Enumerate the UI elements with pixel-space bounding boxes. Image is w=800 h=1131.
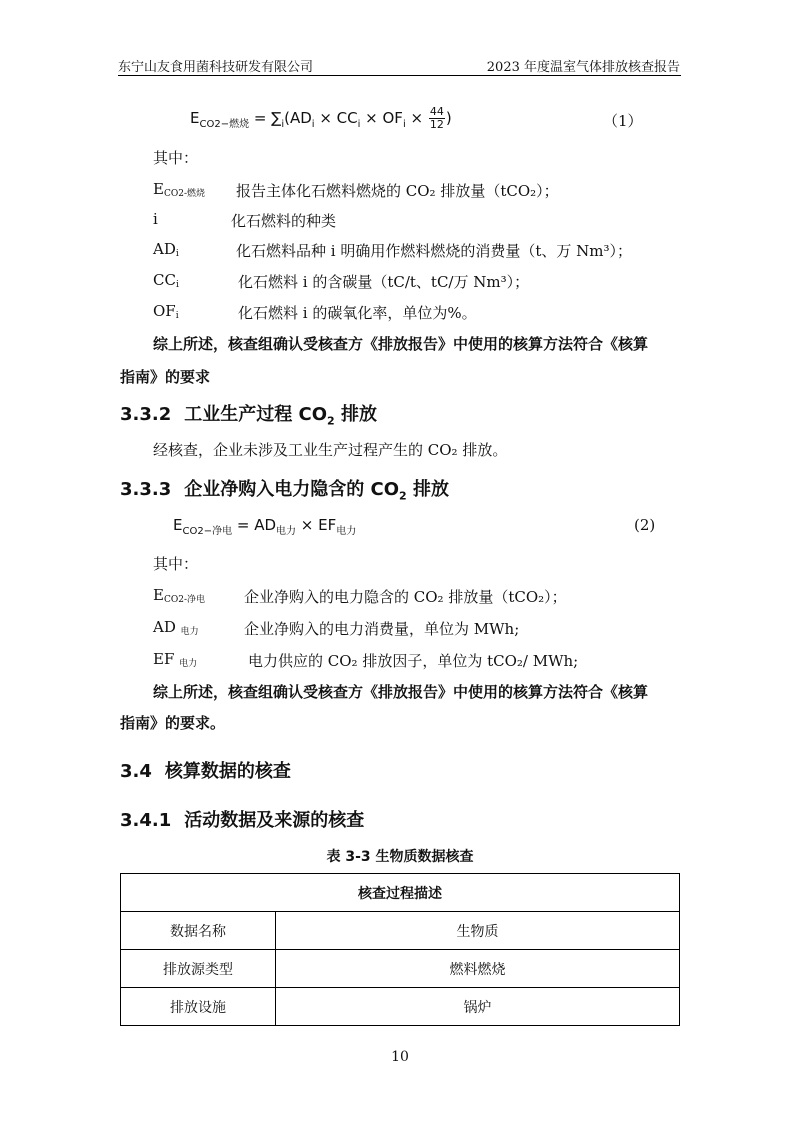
var-ad: $AD_i$ bbox=[153, 240, 179, 259]
var-of: $OF_i$ bbox=[153, 302, 179, 321]
section-3-3-2-heading: 3.3.2 工业生产过程 $CO_2$ 排放 bbox=[120, 404, 377, 428]
row-label: 排放设施 bbox=[121, 988, 276, 1026]
section-3-3-2-text: 经核查，企业未涉及工业生产过程产生的 CO₂ 排放。 bbox=[153, 441, 508, 459]
table-header-cell: 核查过程描述 bbox=[121, 874, 680, 912]
header-company: 东宁山友食用菌科技研发有限公司 bbox=[118, 60, 314, 75]
row-label: 排放源类型 bbox=[121, 950, 276, 988]
var-e-combustion: $E_{CO2-燃烧}$ bbox=[153, 180, 205, 199]
conclusion-2-line-1: 综上所述，核查组确认受核查方《排放报告》中使用的核算方法符合《核算 bbox=[153, 683, 649, 701]
formula-electricity: $E_{CO2-净电} = AD_{电力} \times EF_{电力}$ bbox=[173, 516, 357, 537]
row-value: 生物质 bbox=[276, 912, 680, 950]
table-row bbox=[121, 950, 680, 988]
fraction-44-12: $\frac{44}{12}$ bbox=[429, 105, 444, 131]
var-ad-electricity: AD $_{电力}$ bbox=[153, 618, 199, 637]
row-label: 数据名称 bbox=[121, 912, 276, 950]
row-value: 燃料燃烧 bbox=[276, 950, 680, 988]
table-row bbox=[121, 988, 680, 1026]
var-ad-desc: 化石燃料品种 i 明确用作燃料燃烧的消费量（t、万 Nm³）； bbox=[236, 242, 632, 260]
formula-number-2: (2) bbox=[634, 516, 656, 534]
var-i: i bbox=[153, 210, 158, 228]
var-cc-desc: 化石燃料 i 的含碳量（tC/t、tC/万 Nm³）； bbox=[238, 273, 530, 291]
var-cc: $CC_i$ bbox=[153, 271, 179, 290]
header-rule bbox=[118, 75, 681, 76]
var-e-electricity: $E_{CO2-净电}$ bbox=[153, 586, 205, 605]
conclusion-2-line-2: 指南》的要求。 bbox=[120, 714, 226, 732]
biomass-data-table bbox=[120, 873, 680, 1026]
var-ef-electricity: EF $_{电力}$ bbox=[153, 650, 198, 669]
var-ef-electricity-desc: 电力供应的 CO₂ 排放因子，单位为 tCO₂/ MWh; bbox=[248, 652, 579, 670]
formula-combustion: $E_{CO2-燃烧} = \sum_i(AD_i \times CC_i \times OF_i$ × $\frac{44}{12}$ ) bbox=[190, 105, 452, 131]
table-row bbox=[121, 912, 680, 950]
var-e-electricity-desc: 企业净购入的电力隐含的 CO₂ 排放量（tCO₂）； bbox=[244, 588, 567, 606]
section-3-4-heading: 3.4 核算数据的核查 bbox=[120, 761, 291, 782]
table-caption: 表 3-3 生物质数据核查 bbox=[326, 849, 474, 865]
var-i-desc: 化石燃料的种类 bbox=[231, 212, 337, 230]
var-ad-electricity-desc: 企业净购入的电力消费量，单位为 MWh; bbox=[244, 620, 520, 638]
page-number: 10 bbox=[391, 1049, 409, 1065]
section-3-4-1-heading: 3.4.1 活动数据及来源的核查 bbox=[120, 810, 365, 831]
where-label-1: 其中： bbox=[153, 149, 199, 167]
table-header-row bbox=[121, 874, 680, 912]
section-3-3-3-heading: 3.3.3 企业净购入电力隐含的 $CO_2$ 排放 bbox=[120, 479, 449, 503]
header-report-title: 2023 年度温室气体排放核查报告 bbox=[486, 60, 680, 75]
var-e-combustion-desc: 报告主体化石燃料燃烧的 CO₂ 排放量（tCO₂）； bbox=[236, 182, 559, 200]
formula-number-1: （1） bbox=[603, 112, 643, 130]
conclusion-1-line-1: 综上所述，核查组确认受核查方《排放报告》中使用的核算方法符合《核算 bbox=[153, 335, 649, 353]
conclusion-1-line-2: 指南》的要求 bbox=[120, 368, 211, 386]
where-label-2: 其中： bbox=[153, 555, 199, 573]
row-value: 锅炉 bbox=[276, 988, 680, 1026]
var-of-desc: 化石燃料 i 的碳氧化率，单位为%。 bbox=[238, 304, 477, 322]
